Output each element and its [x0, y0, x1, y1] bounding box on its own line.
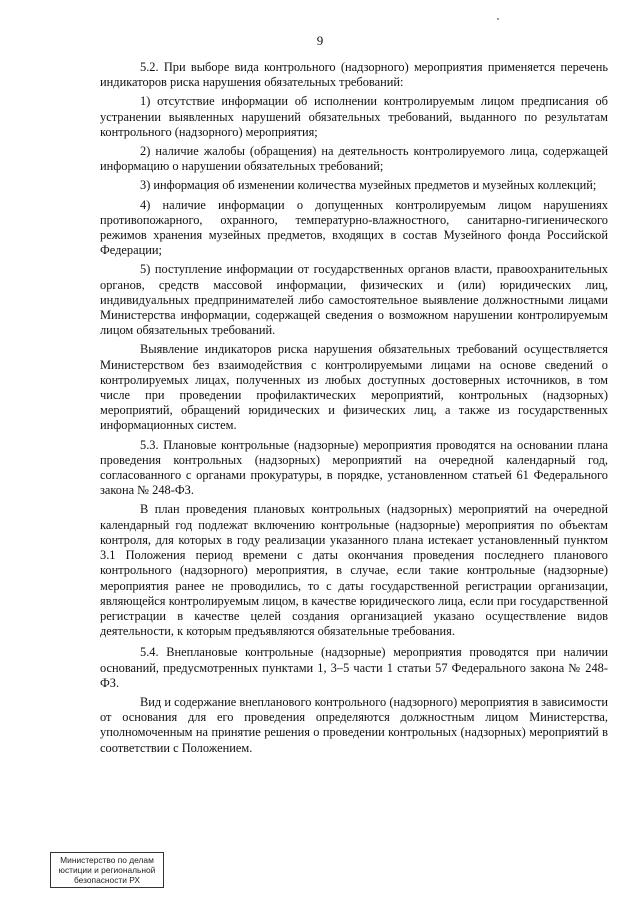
- stamp-line-2: юстиции и региональной: [58, 865, 156, 875]
- list-item-3: 3) информация об изменении количества музейных предметов и музейных коллекций;: [140, 178, 597, 193]
- ministry-stamp: [50, 852, 164, 888]
- paragraph-5-3: 5.3. Плановые контрольные (надзорные) мероприятия проводятся на основании плана проведения контрольных (надзорных) мероприятий на очередной календарный год, согласованного с органами прокуратуры, в порядке, установленном статьей 61 Федерального закона № 248-ФЗ.: [100, 437, 608, 498]
- paragraph-5-4: 5.4. Внеплановые контрольные (надзорные) мероприятия проводятся при наличии оснований, предусмотренных пунктами 1, 3–5 части 1 статьи 57 Федерального закона № 248-ФЗ.: [100, 645, 608, 690]
- page-number: 9: [316, 33, 324, 48]
- list-item-1: 1) отсутствие информации об исполнении контролируемым лицом предписания об устранении выявленных нарушений обязательных требований, выданного по результатам контрольного (надзорного) мероприятия;: [100, 94, 608, 139]
- stamp-line-1: Министерство по делам: [60, 855, 154, 865]
- paragraph-unplanned-inspections: Вид и содержание внепланового контрольного (надзорного) мероприятия в зависимости от основания для его проведения определяются должностным лицом Министерства, уполномоченным на принятие решения о проведении контрольных (надзорных) мероприятий в соответствии с Положением.: [100, 694, 608, 755]
- list-item-5: 5) поступление информации от государственных органов власти, правоохранительных органов, средств массовой информации, физических и (или) юридических лиц, индивидуальных предпринимателей либо самостоятельное выявление должностными лицами Министерства информации, содержащей сведения о возможном нарушении контролируемым лицом обязательных требований.: [100, 262, 608, 338]
- list-item-2: 2) наличие жалобы (обращения) на деятельность контролируемого лица, содержащей информацию о нарушении обязательных требований;: [100, 144, 608, 174]
- scan-speck: [497, 18, 499, 20]
- stamp-line-3: безопасности РХ: [73, 875, 141, 885]
- paragraph-planned-inspections: В план проведения плановых контрольных (надзорных) мероприятий на очередной календарный год подлежат включению контрольные (надзорные) мероприятия по объектам контроля, для которых в году реализации указанного плана истекает установленный пунктом 3.1 Положения период времени с даты окончания проведения последнего планового контрольного (надзорного) мероприятия, в случае, если такие контрольные (надзорные) мероприятия ранее не проводились, то с даты государственной регистрации организации, являющейся контролируемым лицом, в качестве юридического лица, если при государственной регистрации в качестве целей создания организацией указано осуществление видов деятельности, к которым предъявляются обязательные требования.: [100, 502, 608, 639]
- list-item-4: 4) наличие информации о допущенных контролируемым лицом нарушениях противопожарного, охранного, температурно-влажностного, санитарно-гигиенического режимов хранения музейных предметов, входящих в состав Музейного фонда Российской Федерации;: [100, 197, 608, 258]
- document-body: [100, 60, 608, 760]
- paragraph-5-2: 5.2. При выборе вида контрольного (надзорного) мероприятия применяется перечень индикаторов риска нарушения обязательных требований:: [100, 60, 608, 90]
- paragraph-risk-indicators: Выявление индикаторов риска нарушения обязательных требований осуществляется Министерством без взаимодействия с контролируемыми лицами на основе сведений о контролируемых лицах, полученных из любых доступных достоверных источников, в том числе при проведении профилактических мероприятий, контрольных (надзорных) мероприятий, обращений юридических и физических лиц, а также из государственных информационных систем.: [100, 342, 608, 433]
